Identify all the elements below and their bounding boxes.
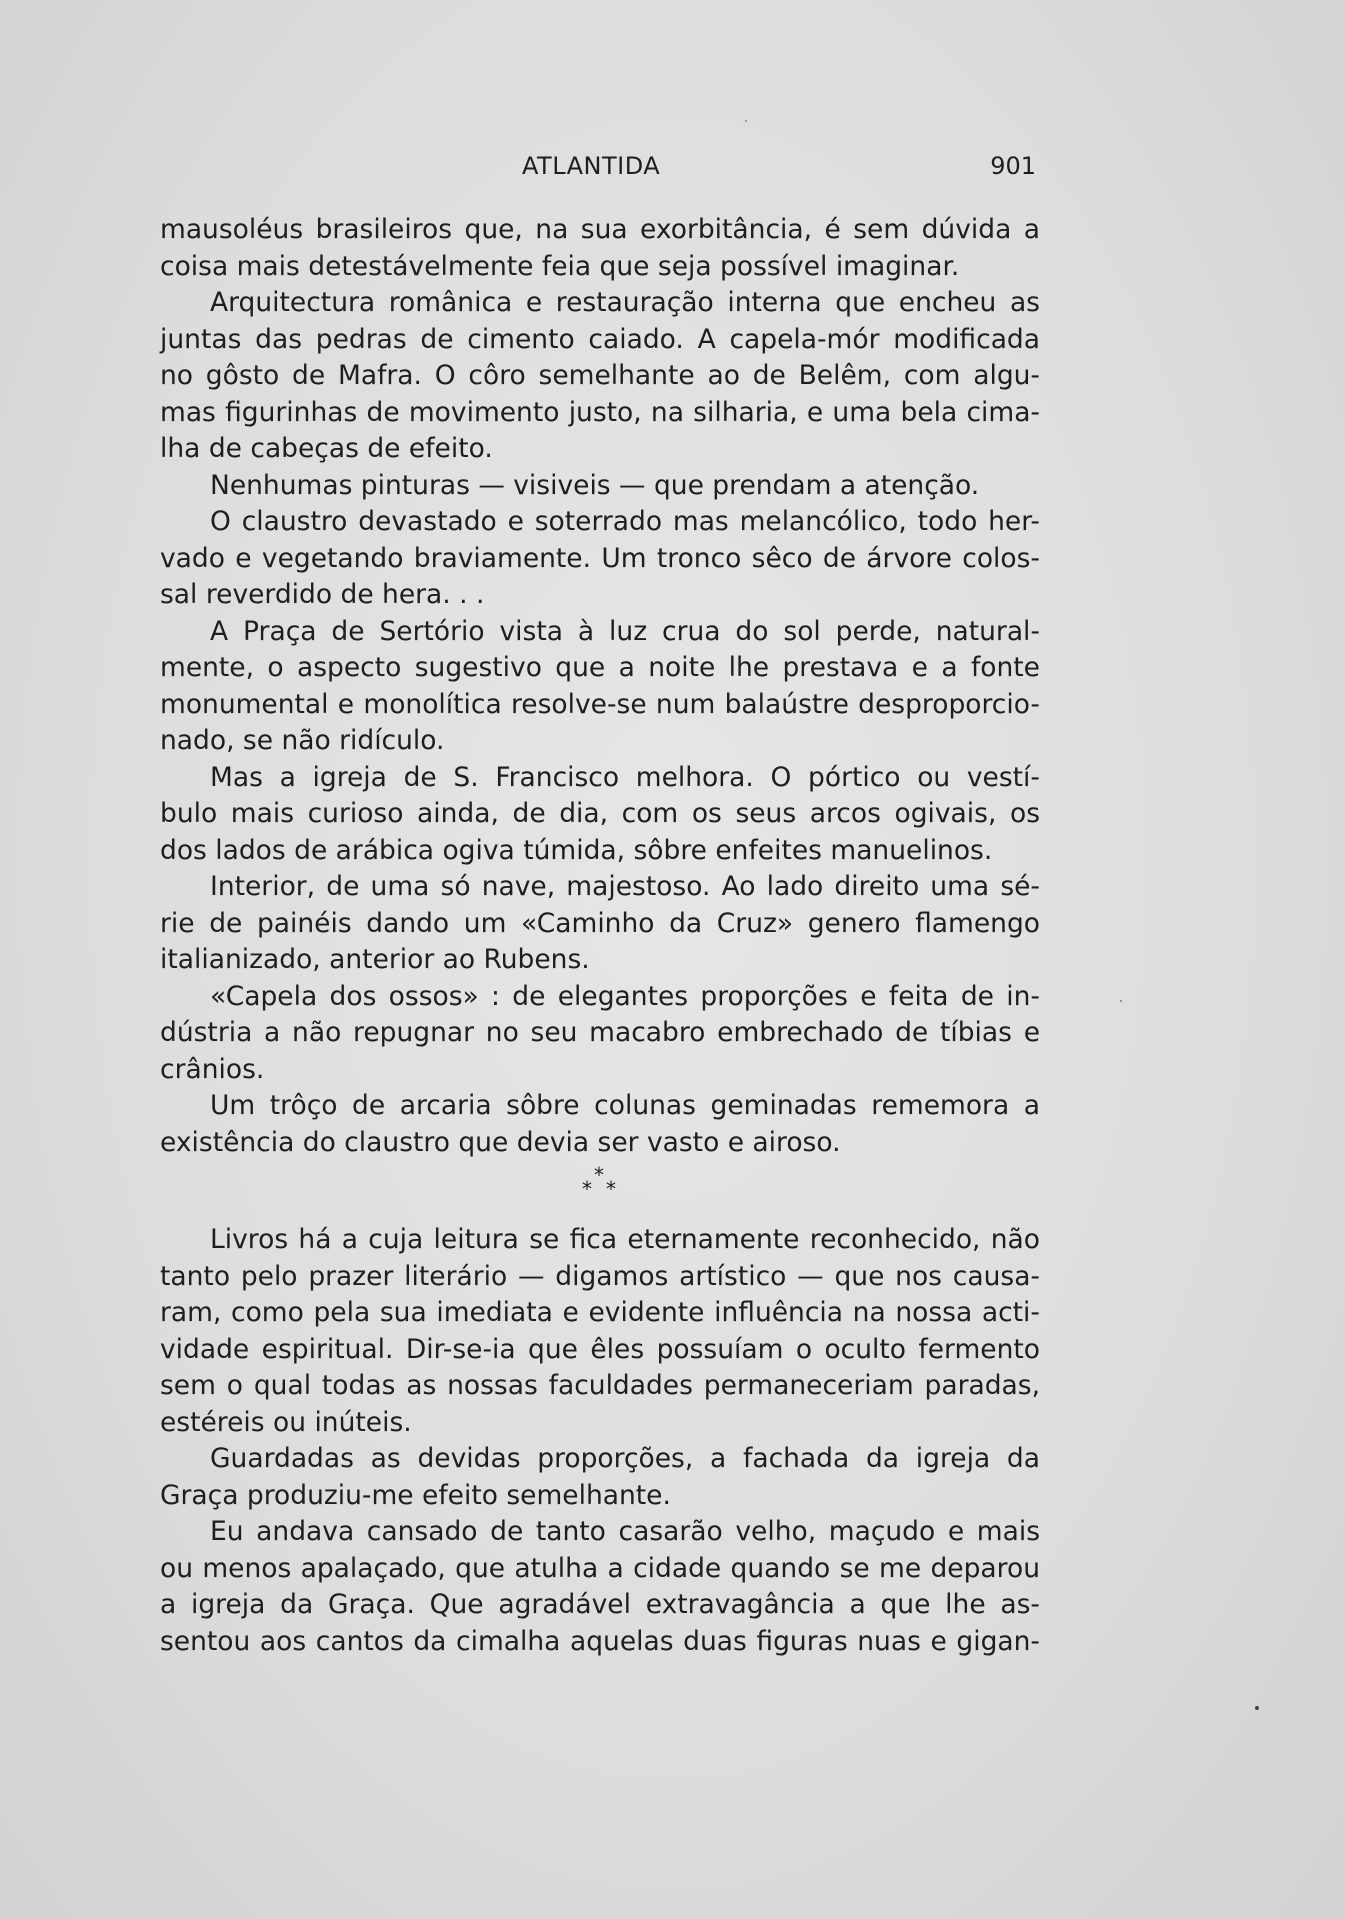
separator-asterisk: *: [582, 1177, 592, 1201]
text-line: a igreja da Graça. Que agradável extravagância a que lhe as-: [160, 1589, 1040, 1620]
text-line: sem o qual todas as nossas faculdades permaneceriam paradas,: [160, 1370, 1040, 1401]
text-line: ou menos apalaçado, que atulha a cidade quando se me deparou: [160, 1552, 1040, 1584]
text-line: mausoléus brasileiros que, na sua exorbitância, é sem dúvida a: [160, 214, 1040, 245]
text-line: juntas das pedras de cimento caiado. A capela-mór modificada: [160, 323, 1040, 355]
text-line: vidade espiritual. Dir-se-ia que êles possuíam o oculto fermento: [160, 1333, 1040, 1365]
text-line: vado e vegetando braviamente. Um tronco sêco de árvore colos-: [160, 542, 1040, 574]
separator-asterisk: *: [606, 1177, 616, 1201]
text-line: existência do claustro que devia ser vasto e airoso.: [160, 1126, 841, 1158]
page-number: 901: [990, 152, 1036, 180]
text-line: nado, se não ridículo.: [160, 725, 445, 756]
text-line: Graça produziu-me efeito semelhante.: [160, 1479, 671, 1511]
text-line: monumental e monolítica resolve-se num balaústre desproporcio-: [160, 688, 1040, 720]
text-line: ram, como pela sua imediata e evidente influência na nossa acti-: [160, 1297, 1040, 1328]
text-line: coisa mais detestávelmente feia que seja possível imaginar.: [160, 250, 960, 282]
paper-speck: [1120, 1000, 1122, 1002]
text-line: A Praça de Sertório vista à luz crua do sol perde, natural-: [210, 615, 1040, 647]
text-line: rie de painéis dando um «Caminho da Cruz» genero flamengo: [160, 907, 1040, 939]
text-line: Mas a igreja de S. Francisco melhora. O pórtico ou vestí-: [210, 761, 1040, 793]
text-line: Nenhumas pinturas — visiveis — que prendam a atenção.: [210, 469, 980, 501]
text-line: sal reverdido de hera. . .: [160, 579, 485, 610]
text-line: lha de cabeças de efeito.: [160, 433, 493, 464]
text-line: O claustro devastado e soterrado mas melancólico, todo her-: [210, 506, 1040, 537]
separator-asterisk: *: [594, 1163, 604, 1187]
text-line: Livros há a cuja leitura se fica eternamente reconhecido, não: [210, 1224, 1040, 1255]
text-line: estéreis ou inúteis.: [160, 1406, 412, 1438]
text-line: Um trôço de arcaria sôbre colunas geminadas rememora a: [210, 1090, 1040, 1121]
text-line: «Capela dos ossos» : de elegantes proporções e feita de in-: [210, 980, 1040, 1012]
text-line: Arquitectura românica e restauração interna que encheu as: [210, 287, 1040, 318]
text-line: sentou aos cantos da cimalha aquelas duas figuras nuas e gigan-: [160, 1625, 1040, 1657]
text-line: Guardadas as devidas proporções, a fachada da igreja da: [210, 1443, 1040, 1474]
page-header: [160, 148, 1040, 184]
text-line: italianizado, anterior ao Rubens.: [160, 944, 590, 975]
text-line: crânios.: [160, 1053, 265, 1085]
text-line: dústria a não repugnar no seu macabro embrechado de tíbias e: [160, 1017, 1040, 1048]
text-line: mente, o aspecto sugestivo que a noite lhe prestava e a fonte: [160, 652, 1040, 683]
text-line: bulo mais curioso ainda, de dia, com os seus arcos ogivais, os: [160, 798, 1040, 829]
text-line: mas figurinhas de movimento justo, na silharia, e uma bela cima-: [160, 396, 1040, 428]
paper-speck: [745, 120, 747, 122]
text-line: Interior, de uma só nave, majestoso. Ao lado direito uma sé-: [210, 871, 1040, 902]
paper-speck: [1255, 1706, 1259, 1710]
body-text: [160, 212, 1040, 1660]
text-line: Eu andava cansado de tanto casarão velho, maçudo e mais: [210, 1516, 1040, 1547]
text-line: dos lados de arábica ogiva túmida, sôbre enfeites manuelinos.: [160, 834, 993, 866]
running-title: ATLANTIDA: [522, 152, 661, 180]
section-separator: [160, 1161, 1040, 1222]
text-line: no gôsto de Mafra. O côro semelhante ao de Belêm, com algu-: [160, 360, 1040, 391]
text-line: tanto pelo prazer literário — digamos artístico — que nos causa-: [160, 1260, 1040, 1292]
